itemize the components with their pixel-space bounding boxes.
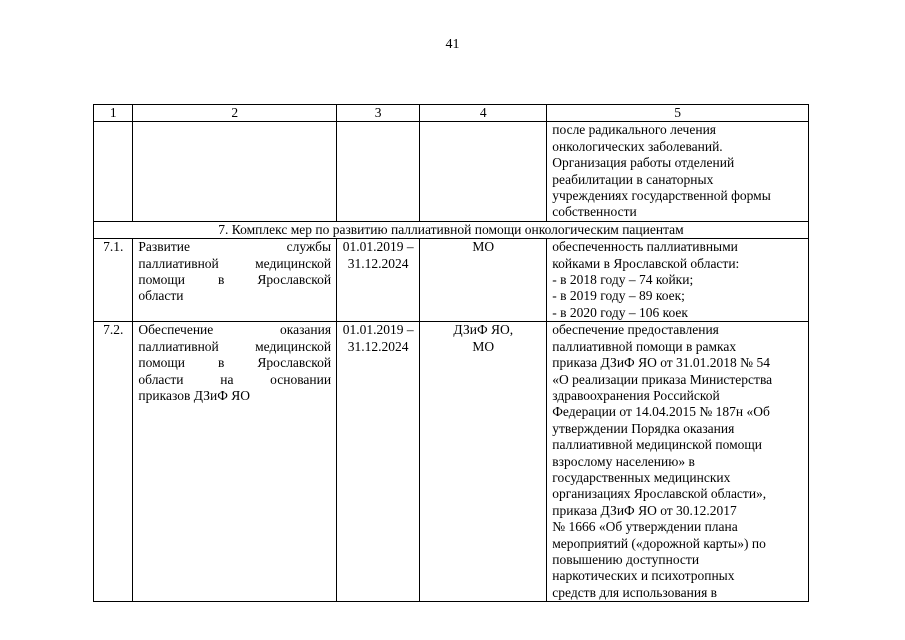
result-line: здравоохранения Российской <box>552 387 720 403</box>
result-cell <box>547 239 809 322</box>
column-header: 3 <box>337 105 420 122</box>
measure-word: области <box>138 371 184 387</box>
result-line: организациях Ярославской области», <box>552 486 767 502</box>
dates-cell <box>337 122 420 221</box>
result-line: - в 2019 году – 89 коек; <box>552 288 685 304</box>
measure-line: приказов ДЗиФ ЯО <box>138 387 251 403</box>
measure-line <box>138 339 331 355</box>
result-line: паллиативной медицинской помощи <box>552 437 762 453</box>
date-end: 31.12.2024 <box>347 255 409 271</box>
result-line: приказа ДЗиФ ЯО от 30.12.2017 <box>552 502 737 518</box>
executor-cell <box>420 122 547 221</box>
date-start: 01.01.2019 – <box>342 322 414 338</box>
result-line: - в 2020 году – 106 коек <box>552 304 688 320</box>
result-line: приказа ДЗиФ ЯО от 31.01.2018 № 54 <box>552 355 770 371</box>
dates-cell <box>337 322 420 602</box>
result-cell <box>547 122 809 221</box>
result-line: утверждении Порядка оказания <box>552 420 735 436</box>
section-heading-row <box>94 221 809 238</box>
measure-word: паллиативной <box>138 338 219 354</box>
measure-line <box>138 256 331 272</box>
result-line: государственных медицинских <box>552 469 731 485</box>
result-line: повышению доступности <box>552 551 700 567</box>
result-line: онкологических заболеваний. <box>552 138 723 154</box>
table-row-continuation <box>94 122 809 221</box>
measure-line <box>138 322 331 338</box>
measure-word: помощи <box>138 355 186 371</box>
result-line: средств для использования в <box>552 584 718 600</box>
dates-cell <box>337 239 420 322</box>
section-heading: 7. Комплекс мер по развитию паллиативной помощи онкологическим пациентам <box>94 221 809 238</box>
table-row-7-2 <box>94 322 809 602</box>
row-number: 7.2. <box>94 322 133 602</box>
number-cell <box>94 122 133 221</box>
executor-cell <box>420 239 547 322</box>
measure-line <box>138 239 331 255</box>
measure-line: области <box>138 288 184 304</box>
executor-line: МО <box>472 239 495 255</box>
measure-line <box>138 355 331 371</box>
measure-word: службы <box>286 239 332 255</box>
result-line: собственности <box>552 204 637 220</box>
measures-table <box>93 104 809 602</box>
column-header: 5 <box>547 105 809 122</box>
measure-word: в <box>218 272 225 288</box>
result-line: реабилитации в санаторных <box>552 171 714 187</box>
result-line: - в 2018 году – 74 койки; <box>552 272 694 288</box>
result-line: после радикального лечения <box>552 122 716 138</box>
measure-word: Ярославской <box>257 272 332 288</box>
row-number: 7.1. <box>94 239 133 322</box>
result-line: обеспечение предоставления <box>552 322 719 338</box>
measure-word: основании <box>270 371 332 387</box>
table-header-row <box>94 105 809 122</box>
date-start: 01.01.2019 – <box>342 239 414 255</box>
column-header: 1 <box>94 105 133 122</box>
measure-line <box>138 372 331 388</box>
measure-word: медицинской <box>255 338 332 354</box>
table-row-7-1 <box>94 239 809 322</box>
measure-word: медицинской <box>255 255 332 271</box>
result-line: № 1666 «Об утверждении плана <box>552 519 738 535</box>
result-line: койками в Ярославской области: <box>552 255 740 271</box>
result-line: Организация работы отделений <box>552 155 735 171</box>
measure-cell <box>133 239 337 322</box>
result-line: «О реализации приказа Министерства <box>552 371 773 387</box>
result-line: обеспеченность паллиативными <box>552 239 738 255</box>
result-line: наркотических и психотропных <box>552 568 735 584</box>
measure-word: на <box>220 371 234 387</box>
measure-cell <box>133 322 337 602</box>
measure-word: паллиативной <box>138 255 219 271</box>
page-number: 41 <box>445 37 460 52</box>
measure-word: Развитие <box>138 239 190 255</box>
measure-word: оказания <box>279 322 332 338</box>
column-header: 4 <box>420 105 547 122</box>
result-line: учреждениях государственной формы <box>552 188 771 204</box>
result-line: мероприятий («дорожной карты») по <box>552 535 766 551</box>
measure-word: Ярославской <box>257 355 332 371</box>
measure-word: Обеспечение <box>138 322 214 338</box>
measure-line <box>138 272 331 288</box>
date-end: 31.12.2024 <box>347 338 409 354</box>
result-line: паллиативной помощи в рамках <box>552 338 737 354</box>
measure-cell <box>133 122 337 221</box>
result-line: Федерации от 14.04.2015 № 187н «Об <box>552 404 770 420</box>
column-header: 2 <box>133 105 337 122</box>
executor-cell <box>420 322 547 602</box>
executor-line: ДЗиФ ЯО, <box>453 322 514 338</box>
result-line: взрослому населению» в <box>552 453 695 469</box>
measure-word: помощи <box>138 272 186 288</box>
measure-word: в <box>218 355 225 371</box>
executor-line: МО <box>472 338 495 354</box>
result-cell <box>547 322 809 602</box>
